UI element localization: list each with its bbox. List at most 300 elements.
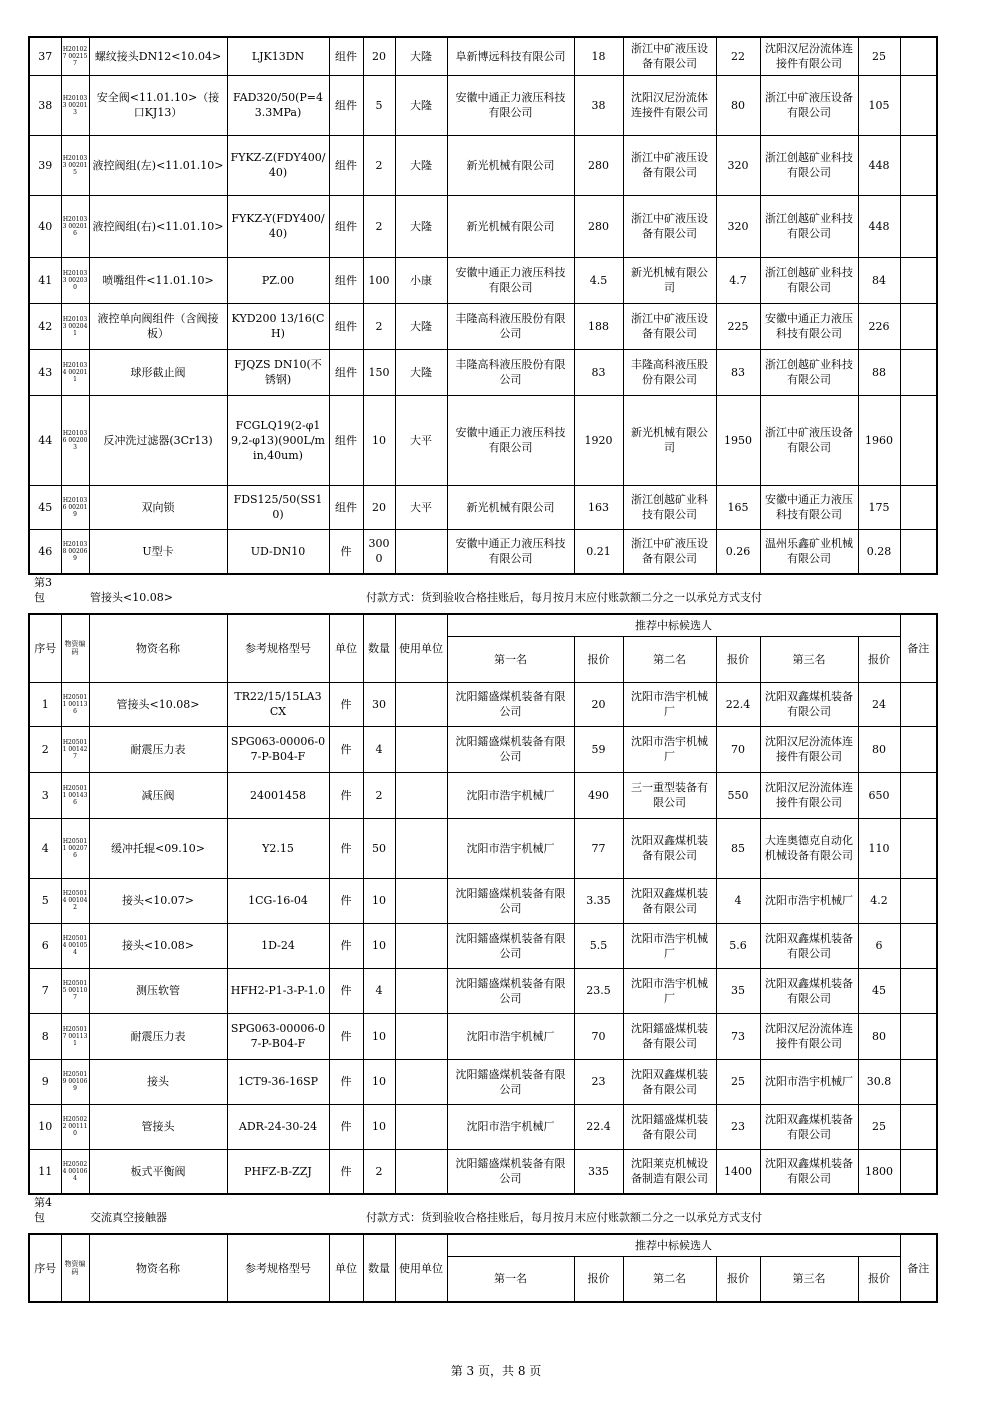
table-row: [29, 1149, 937, 1194]
table-row: [29, 395, 937, 485]
name-cell: 管接头: [89, 1104, 227, 1149]
candidate-2-cell: 沈阳市浩宇机械厂: [623, 726, 716, 772]
unit-cell: 件: [329, 529, 363, 574]
price-2-cell: 320: [716, 195, 760, 257]
header-second: 第二名: [623, 636, 716, 682]
spec-cell: TR22/15/15LA3CX: [227, 682, 329, 726]
code-cell: H201033 002016: [61, 195, 89, 257]
price-2-cell: 83: [716, 349, 760, 395]
user-cell: 大平: [395, 395, 447, 485]
candidate-2-cell: 浙江中矿液压设备有限公司: [623, 195, 716, 257]
candidate-2-cell: 浙江中矿液压设备有限公司: [623, 303, 716, 349]
user-cell: [395, 968, 447, 1013]
remark-cell: [900, 726, 937, 772]
price-1-cell: 3.35: [574, 878, 623, 923]
name-cell: 喷嘴组件<11.01.10>: [89, 257, 227, 303]
package4-table-header: [29, 1234, 937, 1302]
unit-cell: 件: [329, 1149, 363, 1194]
code-cell: H201033 002030: [61, 257, 89, 303]
header-third: 第三名: [760, 1256, 858, 1302]
code-cell: H201027 002157: [61, 37, 89, 75]
qty-cell: 2: [363, 303, 395, 349]
seq-cell: 1: [29, 682, 61, 726]
name-cell: 减压阀: [89, 772, 227, 818]
code-cell: H205011 002076: [61, 818, 89, 878]
price-3-cell: 1800: [858, 1149, 900, 1194]
price-2-cell: 35: [716, 968, 760, 1013]
header-price-1: 报价: [574, 1256, 623, 1302]
table-row: [29, 75, 937, 135]
candidate-3-cell: 浙江创越矿业科技有限公司: [760, 257, 858, 303]
header-unit: 单位: [329, 1234, 363, 1302]
table-row: [29, 1104, 937, 1149]
candidate-1-cell: 沈阳市浩宇机械厂: [447, 1013, 574, 1059]
user-cell: [395, 1104, 447, 1149]
name-cell: U型卡: [89, 529, 227, 574]
name-cell: 耐震压力表: [89, 1013, 227, 1059]
price-2-cell: 25: [716, 1059, 760, 1104]
candidate-3-cell: 温州乐鑫矿业机械有限公司: [760, 529, 858, 574]
spec-cell: FAD320/50(P=43.3MPa): [227, 75, 329, 135]
header-second: 第二名: [623, 1256, 716, 1302]
price-3-cell: 88: [858, 349, 900, 395]
price-2-cell: 320: [716, 135, 760, 195]
candidate-2-cell: 沈阳双鑫煤机装备有限公司: [623, 878, 716, 923]
seq-cell: 44: [29, 395, 61, 485]
user-cell: [395, 1013, 447, 1059]
header-name: 物资名称: [89, 1234, 227, 1302]
candidate-2-cell: 三一重型装备有限公司: [623, 772, 716, 818]
spec-cell: Y2.15: [227, 818, 329, 878]
candidate-1-cell: 丰隆高科液压股份有限公司: [447, 349, 574, 395]
price-3-cell: 650: [858, 772, 900, 818]
candidate-3-cell: 浙江中矿液压设备有限公司: [760, 75, 858, 135]
table-row: [29, 135, 937, 195]
price-2-cell: 22.4: [716, 682, 760, 726]
unit-cell: 组件: [329, 257, 363, 303]
spec-cell: FCGLQ19(2-φ19,2-φ13)(900L/min,40um): [227, 395, 329, 485]
remark-cell: [900, 772, 937, 818]
seq-cell: 46: [29, 529, 61, 574]
table-row: [29, 485, 937, 529]
price-3-cell: 0.28: [858, 529, 900, 574]
candidate-1-cell: 阜新博远科技有限公司: [447, 37, 574, 75]
remark-cell: [900, 529, 937, 574]
table-row: [29, 968, 937, 1013]
document-page: [28, 36, 936, 1303]
package3-payment: 付款方式：货到验收合格挂账后，每月按月末应付账款额二分之一以承兑方式支付: [366, 591, 762, 604]
qty-cell: 3000: [363, 529, 395, 574]
candidate-3-cell: 浙江创越矿业科技有限公司: [760, 349, 858, 395]
price-3-cell: 6: [858, 923, 900, 968]
price-1-cell: 0.21: [574, 529, 623, 574]
qty-cell: 10: [363, 1104, 395, 1149]
price-1-cell: 38: [574, 75, 623, 135]
candidate-2-cell: 新光机械有限公司: [623, 257, 716, 303]
header-code: 物资编码: [61, 614, 89, 682]
price-3-cell: 448: [858, 195, 900, 257]
unit-cell: 组件: [329, 75, 363, 135]
table-row: [29, 726, 937, 772]
price-3-cell: 24: [858, 682, 900, 726]
qty-cell: 10: [363, 878, 395, 923]
seq-cell: 38: [29, 75, 61, 135]
candidate-3-cell: 沈阳市浩宇机械厂: [760, 878, 858, 923]
candidate-3-cell: 沈阳双鑫煤机装备有限公司: [760, 1149, 858, 1194]
price-2-cell: 22: [716, 37, 760, 75]
candidate-2-cell: 沈阳市浩宇机械厂: [623, 968, 716, 1013]
price-2-cell: 80: [716, 75, 760, 135]
remark-cell: [900, 257, 937, 303]
header-user: 使用单位: [395, 614, 447, 682]
candidate-1-cell: 安徽中通正力液压科技有限公司: [447, 257, 574, 303]
price-1-cell: 4.5: [574, 257, 623, 303]
price-2-cell: 225: [716, 303, 760, 349]
header-spec: 参考规格型号: [227, 1234, 329, 1302]
candidate-1-cell: 新光机械有限公司: [447, 485, 574, 529]
spec-cell: FYKZ-Z(FDY400/40): [227, 135, 329, 195]
qty-cell: 5: [363, 75, 395, 135]
remark-cell: [900, 818, 937, 878]
name-cell: 液控单向阀组件（含阀接板）: [89, 303, 227, 349]
candidate-1-cell: 沈阳鐳盛煤机装备有限公司: [447, 1149, 574, 1194]
unit-cell: 组件: [329, 195, 363, 257]
price-1-cell: 280: [574, 195, 623, 257]
unit-cell: 件: [329, 923, 363, 968]
qty-cell: 10: [363, 1059, 395, 1104]
unit-cell: 组件: [329, 395, 363, 485]
code-cell: H201033 002013: [61, 75, 89, 135]
unit-cell: 件: [329, 1013, 363, 1059]
code-cell: H205017 001131: [61, 1013, 89, 1059]
qty-cell: 150: [363, 349, 395, 395]
header-price-3: 报价: [858, 1256, 900, 1302]
spec-cell: 24001458: [227, 772, 329, 818]
remark-cell: [900, 395, 937, 485]
price-1-cell: 70: [574, 1013, 623, 1059]
candidate-1-cell: 沈阳鐳盛煤机装备有限公司: [447, 923, 574, 968]
spec-cell: 1D-24: [227, 923, 329, 968]
qty-cell: 10: [363, 1013, 395, 1059]
seq-cell: 39: [29, 135, 61, 195]
name-cell: 安全阀<11.01.10>（接口KJ13）: [89, 75, 227, 135]
price-2-cell: 5.6: [716, 923, 760, 968]
qty-cell: 4: [363, 726, 395, 772]
qty-cell: 50: [363, 818, 395, 878]
user-cell: 小康: [395, 257, 447, 303]
candidate-3-cell: 沈阳双鑫煤机装备有限公司: [760, 968, 858, 1013]
spec-cell: ADR-24-30-24: [227, 1104, 329, 1149]
package4-table: [28, 1233, 938, 1303]
user-cell: [395, 682, 447, 726]
section1-table: [28, 36, 938, 575]
price-3-cell: 25: [858, 1104, 900, 1149]
code-cell: H205022 001110: [61, 1104, 89, 1149]
seq-cell: 41: [29, 257, 61, 303]
candidate-1-cell: 沈阳鐳盛煤机装备有限公司: [447, 1059, 574, 1104]
remark-cell: [900, 1059, 937, 1104]
user-cell: [395, 818, 447, 878]
remark-cell: [900, 1149, 937, 1194]
table-row: [29, 1013, 937, 1059]
name-cell: 液控阀组(左)<11.01.10>: [89, 135, 227, 195]
seq-cell: 7: [29, 968, 61, 1013]
table-row: [29, 878, 937, 923]
price-1-cell: 1920: [574, 395, 623, 485]
header-spec: 参考规格型号: [227, 614, 329, 682]
candidate-2-cell: 沈阳汉尼汾流体连接件有限公司: [623, 75, 716, 135]
remark-cell: [900, 135, 937, 195]
code-cell: H205011 001427: [61, 726, 89, 772]
remark-cell: [900, 485, 937, 529]
seq-cell: 37: [29, 37, 61, 75]
table-row: [29, 682, 937, 726]
candidate-3-cell: 沈阳市浩宇机械厂: [760, 1059, 858, 1104]
price-3-cell: 25: [858, 37, 900, 75]
qty-cell: 2: [363, 135, 395, 195]
user-cell: 大隆: [395, 37, 447, 75]
candidate-2-cell: 浙江中矿液压设备有限公司: [623, 37, 716, 75]
header-seq: 序号: [29, 614, 61, 682]
header-recommended: 推荐中标候选人: [447, 614, 900, 636]
spec-cell: 1CT9-36-16SP: [227, 1059, 329, 1104]
name-cell: 反冲洗过滤器(3Cr13): [89, 395, 227, 485]
candidate-2-cell: 沈阳市浩宇机械厂: [623, 682, 716, 726]
candidate-2-cell: 沈阳鐳盛煤机装备有限公司: [623, 1104, 716, 1149]
unit-cell: 组件: [329, 485, 363, 529]
spec-cell: PHFZ-B-ZZJ: [227, 1149, 329, 1194]
candidate-1-cell: 沈阳市浩宇机械厂: [447, 772, 574, 818]
unit-cell: 件: [329, 682, 363, 726]
code-cell: H205014 001042: [61, 878, 89, 923]
price-3-cell: 1960: [858, 395, 900, 485]
candidate-3-cell: 沈阳双鑫煤机装备有限公司: [760, 1104, 858, 1149]
user-cell: 大隆: [395, 75, 447, 135]
price-3-cell: 30.8: [858, 1059, 900, 1104]
header-recommended: 推荐中标候选人: [447, 1234, 900, 1256]
candidate-2-cell: 沈阳双鑫煤机装备有限公司: [623, 1059, 716, 1104]
table-row: [29, 818, 937, 878]
candidate-3-cell: 沈阳汉尼汾流体连接件有限公司: [760, 1013, 858, 1059]
header-qty: 数量: [363, 614, 395, 682]
header-price-2: 报价: [716, 1256, 760, 1302]
header-name: 物资名称: [89, 614, 227, 682]
candidate-2-cell: 沈阳莱克机械设备制造有限公司: [623, 1149, 716, 1194]
price-2-cell: 165: [716, 485, 760, 529]
unit-cell: 件: [329, 1104, 363, 1149]
spec-cell: UD-DN10: [227, 529, 329, 574]
package4-payment: 付款方式：货到验收合格挂账后，每月按月末应付账款额二分之一以承兑方式支付: [366, 1211, 762, 1224]
qty-cell: 20: [363, 485, 395, 529]
qty-cell: 4: [363, 968, 395, 1013]
header-seq: 序号: [29, 1234, 61, 1302]
qty-cell: 20: [363, 37, 395, 75]
name-cell: 接头: [89, 1059, 227, 1104]
price-2-cell: 85: [716, 818, 760, 878]
candidate-3-cell: 沈阳双鑫煤机装备有限公司: [760, 682, 858, 726]
package3-name: 管接头<10.08>: [90, 591, 173, 604]
price-3-cell: 448: [858, 135, 900, 195]
candidate-1-cell: 丰隆高科液压股份有限公司: [447, 303, 574, 349]
candidate-3-cell: 浙江创越矿业科技有限公司: [760, 195, 858, 257]
code-cell: H205014 001054: [61, 923, 89, 968]
price-3-cell: 226: [858, 303, 900, 349]
user-cell: [395, 1059, 447, 1104]
package3-header: [28, 575, 936, 613]
remark-cell: [900, 968, 937, 1013]
seq-cell: 45: [29, 485, 61, 529]
table-row: [29, 772, 937, 818]
candidate-2-cell: 浙江创越矿业科技有限公司: [623, 485, 716, 529]
price-1-cell: 23: [574, 1059, 623, 1104]
seq-cell: 3: [29, 772, 61, 818]
price-3-cell: 4.2: [858, 878, 900, 923]
header-third: 第三名: [760, 636, 858, 682]
name-cell: 球形截止阀: [89, 349, 227, 395]
candidate-1-cell: 沈阳鐳盛煤机装备有限公司: [447, 682, 574, 726]
table-row: [29, 257, 937, 303]
remark-cell: [900, 878, 937, 923]
price-1-cell: 83: [574, 349, 623, 395]
seq-cell: 2: [29, 726, 61, 772]
name-cell: 双向锁: [89, 485, 227, 529]
qty-cell: 30: [363, 682, 395, 726]
candidate-3-cell: 沈阳汉尼汾流体连接件有限公司: [760, 772, 858, 818]
name-cell: 缓冲托辊<09.10>: [89, 818, 227, 878]
seq-cell: 42: [29, 303, 61, 349]
candidate-3-cell: 大连奥德克自动化机械设备有限公司: [760, 818, 858, 878]
spec-cell: SPG063-00006-07-P-B04-F: [227, 1013, 329, 1059]
code-cell: H201033 002015: [61, 135, 89, 195]
code-cell: H201036 002003: [61, 395, 89, 485]
spec-cell: 1CG-16-04: [227, 878, 329, 923]
header-first: 第一名: [447, 636, 574, 682]
user-cell: [395, 923, 447, 968]
header-remark: 备注: [900, 1234, 937, 1302]
table-row: [29, 1059, 937, 1104]
package3-table: [28, 613, 938, 1195]
price-1-cell: 188: [574, 303, 623, 349]
price-3-cell: 45: [858, 968, 900, 1013]
user-cell: [395, 726, 447, 772]
remark-cell: [900, 923, 937, 968]
price-1-cell: 77: [574, 818, 623, 878]
table-row: [29, 529, 937, 574]
remark-cell: [900, 1104, 937, 1149]
price-1-cell: 490: [574, 772, 623, 818]
price-3-cell: 175: [858, 485, 900, 529]
price-2-cell: 550: [716, 772, 760, 818]
candidate-1-cell: 新光机械有限公司: [447, 195, 574, 257]
user-cell: 大隆: [395, 195, 447, 257]
price-1-cell: 20: [574, 682, 623, 726]
code-cell: H201034 002011: [61, 349, 89, 395]
remark-cell: [900, 303, 937, 349]
price-1-cell: 23.5: [574, 968, 623, 1013]
remark-cell: [900, 37, 937, 75]
package3-label: 第3包: [34, 576, 52, 604]
header-code: 物资编码: [61, 1234, 89, 1302]
user-cell: [395, 772, 447, 818]
price-2-cell: 0.26: [716, 529, 760, 574]
candidate-2-cell: 浙江中矿液压设备有限公司: [623, 135, 716, 195]
name-cell: 液控阀组(右)<11.01.10>: [89, 195, 227, 257]
package4-label: 第4包: [34, 1196, 52, 1224]
code-cell: H201036 002019: [61, 485, 89, 529]
candidate-1-cell: 沈阳鐳盛煤机装备有限公司: [447, 726, 574, 772]
price-2-cell: 23: [716, 1104, 760, 1149]
seq-cell: 8: [29, 1013, 61, 1059]
candidate-3-cell: 沈阳双鑫煤机装备有限公司: [760, 923, 858, 968]
unit-cell: 件: [329, 818, 363, 878]
candidate-2-cell: 沈阳市浩宇机械厂: [623, 923, 716, 968]
candidate-3-cell: 安徽中通正力液压科技有限公司: [760, 303, 858, 349]
price-1-cell: 163: [574, 485, 623, 529]
seq-cell: 11: [29, 1149, 61, 1194]
name-cell: 管接头<10.08>: [89, 682, 227, 726]
remark-cell: [900, 682, 937, 726]
candidate-3-cell: 浙江中矿液压设备有限公司: [760, 395, 858, 485]
price-1-cell: 5.5: [574, 923, 623, 968]
unit-cell: 组件: [329, 349, 363, 395]
spec-cell: PZ.00: [227, 257, 329, 303]
price-1-cell: 59: [574, 726, 623, 772]
spec-cell: HFH2-P1-3-P-1.0: [227, 968, 329, 1013]
name-cell: 螺纹接头DN12<10.04>: [89, 37, 227, 75]
price-2-cell: 1950: [716, 395, 760, 485]
candidate-1-cell: 沈阳市浩宇机械厂: [447, 818, 574, 878]
remark-cell: [900, 75, 937, 135]
user-cell: [395, 878, 447, 923]
unit-cell: 件: [329, 1059, 363, 1104]
price-3-cell: 84: [858, 257, 900, 303]
package4-name: 交流真空接触器: [90, 1211, 167, 1224]
header-price-1: 报价: [574, 636, 623, 682]
price-2-cell: 4: [716, 878, 760, 923]
table-row: [29, 195, 937, 257]
user-cell: [395, 529, 447, 574]
spec-cell: SPG063-00006-07-P-B04-F: [227, 726, 329, 772]
page-footer: 第 3 页，共 8 页: [450, 1364, 542, 1378]
code-cell: H205015 001107: [61, 968, 89, 1013]
table-row: [29, 303, 937, 349]
qty-cell: 2: [363, 1149, 395, 1194]
user-cell: 大隆: [395, 349, 447, 395]
qty-cell: 2: [363, 195, 395, 257]
seq-cell: 40: [29, 195, 61, 257]
candidate-2-cell: 丰隆高科液压股份有限公司: [623, 349, 716, 395]
price-2-cell: 70: [716, 726, 760, 772]
code-cell: H201033 002041: [61, 303, 89, 349]
seq-cell: 6: [29, 923, 61, 968]
header-user: 使用单位: [395, 1234, 447, 1302]
price-2-cell: 4.7: [716, 257, 760, 303]
header-price-2: 报价: [716, 636, 760, 682]
code-cell: H201038 002069: [61, 529, 89, 574]
user-cell: 大平: [395, 485, 447, 529]
candidate-2-cell: 沈阳鐳盛煤机装备有限公司: [623, 1013, 716, 1059]
package4-header: [28, 1195, 936, 1233]
qty-cell: 2: [363, 772, 395, 818]
header-first: 第一名: [447, 1256, 574, 1302]
candidate-2-cell: 沈阳双鑫煤机装备有限公司: [623, 818, 716, 878]
price-1-cell: 280: [574, 135, 623, 195]
seq-cell: 4: [29, 818, 61, 878]
candidate-1-cell: 沈阳鐳盛煤机装备有限公司: [447, 968, 574, 1013]
name-cell: 接头<10.07>: [89, 878, 227, 923]
spec-cell: KYD200 13/16(CH): [227, 303, 329, 349]
candidate-1-cell: 沈阳鐳盛煤机装备有限公司: [447, 878, 574, 923]
